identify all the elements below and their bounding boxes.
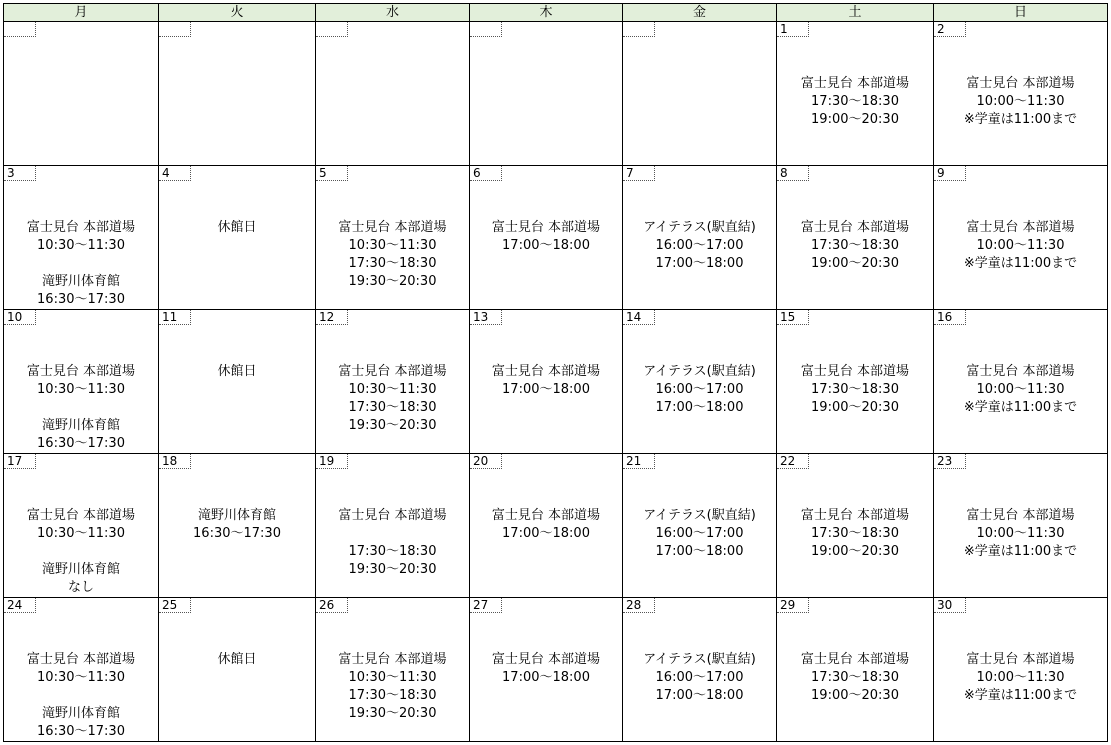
day-cell [470,598,623,742]
event-line: 17:00〜18:00 [655,400,744,415]
day-events [777,363,933,417]
day-cell [777,310,934,454]
event-line: 16:00〜17:00 [655,526,744,541]
day-cell [4,166,159,310]
event-line: 17:00〜18:00 [502,382,590,397]
day-events [159,363,315,381]
day-events [777,651,933,705]
day-cell [623,598,777,742]
day-events [4,363,158,453]
event-line: 富士見台 本部道場 [966,508,1075,523]
day-events [470,651,622,687]
event-line: 17:30〜18:30 [811,670,899,685]
event-line: 10:00〜11:30 [976,238,1065,253]
event-line: ※学童は11:00まで [963,688,1078,703]
day-cell [623,310,777,454]
day-events [159,219,315,237]
day-cell [316,598,470,742]
day-number: 11 [159,310,191,325]
event-line: 17:00〜18:00 [502,670,590,685]
weekday-header-sun: 日 [934,4,1108,22]
day-events [934,651,1107,705]
day-events [934,219,1107,273]
event-line: 富士見台 本部道場 [491,508,601,523]
day-events [777,75,933,129]
day-cell [316,310,470,454]
day-events [316,363,469,435]
event-line: 富士見台 本部道場 [491,220,601,235]
day-number: 20 [470,454,502,469]
event-line: 富士見台 本部道場 [338,364,447,379]
event-line: 17:30〜18:30 [348,544,437,559]
day-cell [470,310,623,454]
weekday-header-row [4,4,1108,22]
event-line: 17:30〜18:30 [811,238,899,253]
day-events [934,507,1107,561]
event-line: 10:00〜11:30 [976,382,1065,397]
day-events [623,507,776,561]
day-cell [316,166,470,310]
day-number: 14 [623,310,655,325]
event-line: 10:30〜11:30 [37,670,125,685]
day-number: 16 [934,310,966,325]
day-events [316,651,469,723]
day-number [623,22,655,37]
day-number: 23 [934,454,966,469]
day-cell [159,310,316,454]
event-line: 富士見台 本部道場 [800,508,910,523]
event-line: 富士見台 本部道場 [26,508,136,523]
weekday-header-tue: 火 [159,4,316,22]
event-line: 富士見台 本部道場 [800,76,910,91]
day-events [4,507,158,597]
event-line: 10:00〜11:30 [976,526,1065,541]
event-line: 10:30〜11:30 [37,382,125,397]
event-line: 富士見台 本部道場 [800,652,910,667]
event-line: 17:00〜18:00 [655,544,744,559]
event-line: 16:00〜17:00 [655,670,744,685]
day-number: 29 [777,598,809,613]
event-line: 19:30〜20:30 [348,706,437,721]
event-line: なし [67,580,94,595]
event-line: 16:00〜17:00 [655,238,744,253]
event-line: 19:00〜20:30 [811,544,899,559]
event-line: 17:30〜18:30 [348,688,437,703]
day-number: 1 [777,22,809,37]
event-line: 休館日 [217,220,257,235]
day-events [159,651,315,669]
day-events [470,507,622,543]
day-cell [159,22,316,166]
day-number [4,22,36,37]
weekday-header-wed: 水 [316,4,470,22]
event-line: 富士見台 本部道場 [966,220,1075,235]
event-line: 19:00〜20:30 [811,688,899,703]
day-number: 25 [159,598,191,613]
event-line: 19:00〜20:30 [811,256,899,271]
event-line: 滝野川体育館 [41,562,120,577]
event-line: 10:30〜11:30 [37,526,125,541]
event-line: 17:00〜18:00 [655,688,744,703]
day-events [159,507,315,543]
day-cell [159,454,316,598]
day-cell [316,22,470,166]
event-line: 休館日 [217,652,257,667]
event-line: ※学童は11:00まで [963,256,1078,271]
event-line: 富士見台 本部道場 [338,652,447,667]
event-line: 富士見台 本部道場 [966,652,1075,667]
event-line [4,687,158,705]
event-line: 16:30〜17:30 [37,436,125,451]
event-line: ※学童は11:00まで [963,112,1078,127]
weekday-header-thu: 木 [470,4,623,22]
event-line: 17:30〜18:30 [348,400,437,415]
day-cell [934,454,1108,598]
day-cell [470,166,623,310]
day-number: 28 [623,598,655,613]
day-cell [470,22,623,166]
day-cell [623,166,777,310]
event-line: 富士見台 本部道場 [26,220,136,235]
day-cell [777,166,934,310]
event-line: 富士見台 本部道場 [800,220,910,235]
event-line: 17:30〜18:30 [348,256,437,271]
day-number: 6 [470,166,502,181]
day-number: 3 [4,166,36,181]
event-line: 16:30〜17:30 [37,292,125,307]
event-line: 富士見台 本部道場 [338,508,447,523]
day-number: 5 [316,166,348,181]
event-line: 富士見台 本部道場 [966,76,1075,91]
day-cell [934,22,1108,166]
event-line: 10:30〜11:30 [348,382,437,397]
event-line: 富士見台 本部道場 [26,652,136,667]
day-number: 19 [316,454,348,469]
event-line: 16:00〜17:00 [655,382,744,397]
event-line: 17:30〜18:30 [811,94,899,109]
event-line: アイテラス(駅直結) [643,220,756,235]
event-line: アイテラス(駅直結) [643,508,756,523]
day-events [623,363,776,417]
event-line: 10:30〜11:30 [348,670,437,685]
event-line: 富士見台 本部道場 [26,364,136,379]
event-line: 滝野川体育館 [41,706,120,721]
day-number [470,22,502,37]
event-line [4,543,158,561]
day-events [623,651,776,705]
day-number: 13 [470,310,502,325]
day-cell [316,454,470,598]
day-events [934,363,1107,417]
day-events [934,75,1107,129]
day-number: 22 [777,454,809,469]
event-line: 滝野川体育館 [197,508,276,523]
event-line: 富士見台 本部道場 [966,364,1075,379]
day-cell [4,454,159,598]
day-number: 15 [777,310,809,325]
event-line: 16:30〜17:30 [193,526,281,541]
event-line: 富士見台 本部道場 [338,220,447,235]
day-events [316,219,469,291]
day-number: 21 [623,454,655,469]
day-events [623,219,776,273]
event-line: 19:30〜20:30 [348,418,437,433]
day-cell [623,454,777,598]
day-events [470,219,622,255]
day-cell [4,598,159,742]
day-cell [777,22,934,166]
day-events [777,507,933,561]
day-number: 2 [934,22,966,37]
day-number: 12 [316,310,348,325]
day-number: 9 [934,166,966,181]
week-row [4,310,1108,454]
event-line: 富士見台 本部道場 [491,364,601,379]
event-line: 休館日 [217,364,257,379]
day-number: 26 [316,598,348,613]
day-events [4,651,158,741]
week-row [4,22,1108,166]
day-number: 17 [4,454,36,469]
event-line: ※学童は11:00まで [963,544,1078,559]
event-line [316,525,469,543]
week-row [4,598,1108,742]
day-number: 24 [4,598,36,613]
day-number: 8 [777,166,809,181]
day-cell [934,310,1108,454]
day-cell [934,166,1108,310]
day-events [316,507,469,579]
week-row [4,166,1108,310]
day-events [777,219,933,273]
event-line [4,399,158,417]
day-cell [4,22,159,166]
event-line: 17:00〜18:00 [502,526,590,541]
day-number: 10 [4,310,36,325]
event-line: 富士見台 本部道場 [800,364,910,379]
event-line: ※学童は11:00まで [963,400,1078,415]
event-line: 滝野川体育館 [41,418,120,433]
event-line: 10:00〜11:30 [976,94,1065,109]
event-line: 10:00〜11:30 [976,670,1065,685]
event-line: アイテラス(駅直結) [643,364,756,379]
event-line: 17:00〜18:00 [502,238,590,253]
day-number: 7 [623,166,655,181]
event-line: 16:30〜17:30 [37,724,125,739]
day-cell [623,22,777,166]
event-line: 19:30〜20:30 [348,274,437,289]
event-line: 10:30〜11:30 [348,238,437,253]
event-line: 10:30〜11:30 [37,238,125,253]
day-cell [159,598,316,742]
event-line: 17:00〜18:00 [655,256,744,271]
day-cell [777,598,934,742]
event-line: 19:00〜20:30 [811,400,899,415]
day-number: 30 [934,598,966,613]
day-cell [934,598,1108,742]
week-row [4,454,1108,598]
weekday-header-mon: 月 [4,4,159,22]
day-number [159,22,191,37]
day-number: 27 [470,598,502,613]
day-cell [4,310,159,454]
event-line: アイテラス(駅直結) [643,652,756,667]
schedule-calendar [3,3,1108,742]
day-events [4,219,158,309]
event-line: 17:30〜18:30 [811,382,899,397]
event-line: 富士見台 本部道場 [491,652,601,667]
day-number: 18 [159,454,191,469]
day-cell [470,454,623,598]
weekday-header-fri: 金 [623,4,777,22]
event-line [4,255,158,273]
event-line: 滝野川体育館 [41,274,120,289]
event-line: 19:30〜20:30 [348,562,437,577]
day-number [316,22,348,37]
event-line: 19:00〜20:30 [811,112,899,127]
day-events [470,363,622,399]
day-number: 4 [159,166,191,181]
weekday-header-sat: 土 [777,4,934,22]
day-cell [159,166,316,310]
day-cell [777,454,934,598]
event-line: 17:30〜18:30 [811,526,899,541]
